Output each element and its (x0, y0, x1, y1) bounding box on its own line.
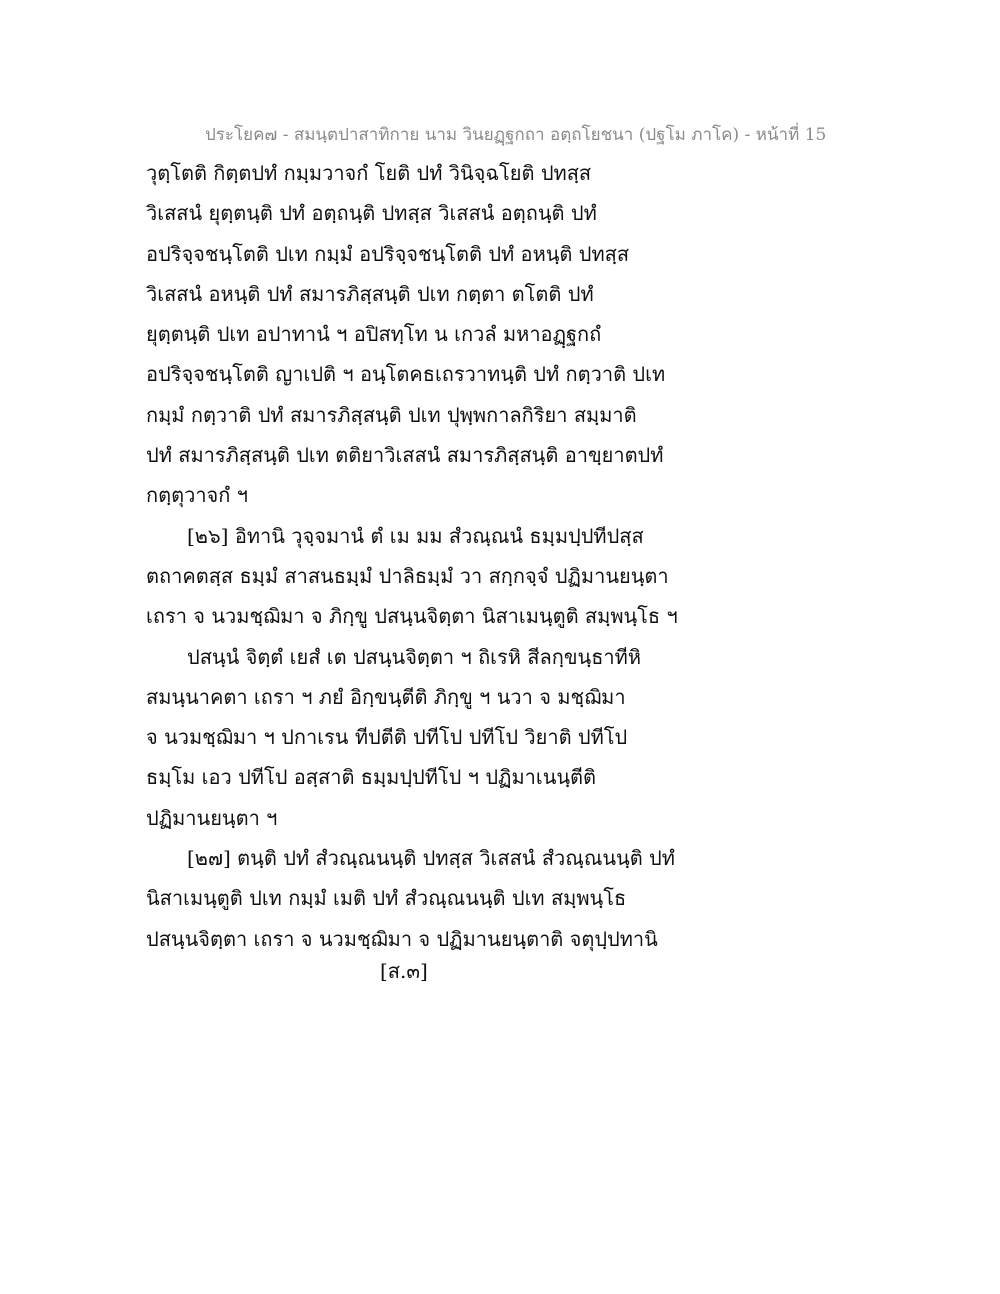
text-line: เถรา จ นวมชฺฌิมา จ ภิกฺขู ปสนฺนจิตฺตา นิสาเมนฺตูติ สมฺพนฺโธ ฯ (146, 604, 678, 629)
text-line: นิสาเมนฺตูติ ปเท กมฺมํ เมติ ปทํ สํวณฺณนนฺติ ปเท สมฺพนฺโธ (146, 886, 627, 911)
body-text (146, 160, 946, 966)
text-line: ปทํ สมารภิสฺสนฺติ ปเท ตติยาวิเสสนํ สมารภิสฺสนฺติ อาขฺยาตปทํ (146, 443, 664, 468)
text-line: ธมฺโม เอว ปทีโป อสฺสาติ ธมฺมปฺปทีโป ฯ ปฏิมาเนนฺตีติ (146, 765, 597, 790)
text-line: กมฺมํ กตฺวาติ ปทํ สมารภิสฺสนฺติ ปเท ปุพฺพกาลกิริยา สมฺมาติ (146, 402, 637, 427)
paragraph-start-26: [๒๖] อิทานิ วุจฺจมานํ ตํ เม มม สํวณฺณนํ ธมฺมปฺปทีปสฺส (187, 523, 644, 548)
paragraph-start: ปสนฺนํ จิตฺตํ เยสํ เต ปสนฺนจิตฺตา ฯ ถิเรหิ สีลกฺขนฺธาทีหิ (187, 644, 642, 669)
paragraph-start-27: [๒๗] ตนฺติ ปทํ สํวณฺณนนฺติ ปทสฺส วิเสสนํ สํวณฺณนนฺติ ปทํ (187, 846, 675, 871)
running-header: ประโยค๗ - สมนฺตปาสาทิกาย นาม วินยฏฺฐกถา อตฺถโยชนา (ปฐโม ภาโค) - หน้าที่ 15 (205, 125, 827, 145)
text-line: ปฏิมานยนฺตา ฯ (146, 805, 278, 830)
text-line: กตฺตุวาจกํ ฯ (146, 483, 248, 508)
text-line: วุตฺโตติ กิตฺตปทํ กมฺมวาจกํ โยติ ปทํ วินิจฺฉโยติ ปทสฺส (146, 161, 592, 185)
text-line: วิเสสนํ อหนฺติ ปทํ สมารภิสฺสนฺติ ปเท กตฺตา ตโตติ ปทํ (146, 281, 594, 306)
text-line: วิเสสนํ ยุตฺตนฺติ ปทํ อตฺถนฺติ ปทสฺส วิเสสนํ อตฺถนฺติ ปทํ (146, 201, 597, 226)
text-line: จ นวมชฺฌิมา ฯ ปกาเรน ทีปตีติ ปทีโป ปทีโป วิยาติ ปทีโป (146, 725, 628, 750)
text-line: ยุตฺตนฺติ ปเท อปาทานํ ฯ อปิสทฺโท น เกวลํ มหาอฏฺฐกถํ (146, 322, 602, 347)
text-line: อปริจฺจชนฺโตติ ญาเปติ ฯ อนฺโตคธเถรวาทนฺติ ปทํ กตฺวาติ ปเท (146, 362, 666, 387)
text-line: ปสนฺนจิตฺตา เถรา จ นวมชฺฌิมา จ ปฏิมานยนฺตาติ จตุปฺปทานิ (146, 926, 658, 951)
text-line: อปริจฺจชนฺโตติ ปเท กมฺมํ อปริจฺจชนฺโตติ ปทํ อหนฺติ ปทสฺส (146, 241, 630, 266)
text-line: สมนฺนาคตา เถรา ฯ ภยํ อิกฺขนฺตีติ ภิกฺขู ฯ นวา จ มชฺฌิมา (146, 684, 626, 709)
text-line: ตถาคตสฺส ธมฺมํ สาสนธมฺมํ ปาลิธมฺมํ วา สกฺกจฺจํ ปฏิมานยนฺตา (146, 563, 669, 588)
signature-mark: [ส.๓] (380, 959, 428, 983)
